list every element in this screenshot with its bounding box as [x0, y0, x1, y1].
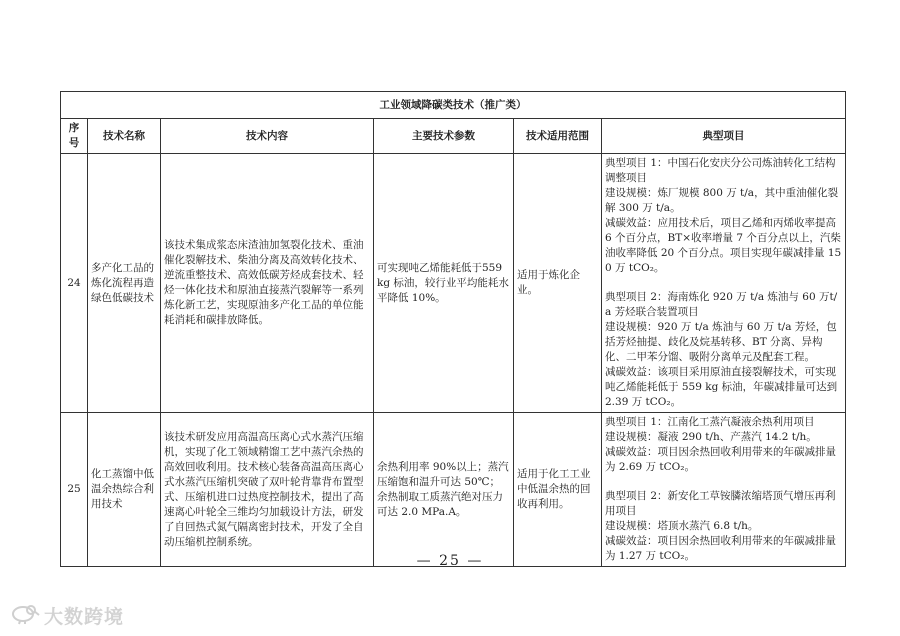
watermark — [8, 602, 124, 628]
technology-scope: 适用于炼化企业。 — [514, 154, 602, 413]
project-spacer — [605, 276, 842, 290]
header-params: 主要技术参数 — [374, 119, 514, 154]
technology-content: 该技术集成浆态床渣油加氢裂化技术、重油催化裂解技术、柴油分离及高效转化技术、逆流重整技术、高效低碳芳烃成套技术、轻烃一体化技术和原油直接蒸汽裂解等一系列炼化新工艺，实现原油多产化工品的单位能耗消耗和碳排放降低。 — [161, 154, 374, 413]
project-line: 典型项目 2：新安化工草铵膦浓缩塔顶气增压再利用项目 — [605, 490, 836, 517]
project-spacer — [605, 475, 842, 489]
project-line: 建设规模：塔顶水蒸汽 6.8 t/h。 — [605, 520, 759, 532]
table-row — [61, 154, 846, 413]
row-number: 24 — [61, 154, 88, 413]
technology-content: 该技术研发应用高温高压离心式水蒸汽压缩机，实现了化工领域精馏工艺中蒸汽余热的高效回收利用。技术核心装备高温高压离心式水蒸汽压缩机突破了双叶轮背靠背布置型式、压缩机进口过热度控制技术，提出了高速离心叶轮全三维均匀加载设计方法，研发了自回热式氮气隔离密封技术，开发了全自动压缩机控制系统。 — [161, 413, 374, 567]
project-line: 减碳效益：该项目采用原油直接裂解技术，可实现吨乙烯能耗低于 559 kg 标油，年碳减排量可达到 2.39 万 tCO₂。 — [605, 366, 838, 408]
project-line: 建设规模：炼厂规模 800 万 t/a，其中重油催化裂解 300 万 t/a。 — [605, 187, 839, 214]
project-line: 典型项目 1：江南化工蒸汽凝液余热利用项目 — [605, 416, 815, 428]
header-content: 技术内容 — [161, 119, 374, 154]
row-number: 25 — [61, 413, 88, 567]
table-title: 工业领域降碳类技术（推广类） — [61, 92, 846, 119]
project-line: 减碳效益：项目因余热回收利用带来的年碳减排量为 2.69 万 tCO₂。 — [605, 446, 836, 473]
project-line: 典型项目 1：中国石化安庆分公司炼油转化工结构调整项目 — [605, 157, 836, 184]
kiwi-bird-logo-icon — [8, 601, 40, 629]
technology-table — [60, 91, 846, 567]
typical-projects — [602, 154, 846, 413]
project-line: 减碳效益：项目因余热回收利用带来的年碳减排量为 1.27 万 tCO₂。 — [605, 535, 836, 562]
technology-params: 可实现吨乙烯能耗低于559 kg 标油，较行业平均能耗水平降低 10%。 — [374, 154, 514, 413]
header-no: 序号 — [61, 119, 88, 154]
technology-scope: 适用于化工工业中低温余热的回收再利用。 — [514, 413, 602, 567]
header-name: 技术名称 — [88, 119, 161, 154]
technology-params: 余热利用率 90%以上；蒸汽压缩饱和温升可达 50℃；余热制取工质蒸汽绝对压力可达 2.0 MPa.A。 — [374, 413, 514, 567]
technology-name: 化工蒸馏中低温余热综合利用技术 — [88, 413, 161, 567]
project-line: 减碳效益：应用技术后，项目乙烯和丙烯收率提高 6 个百分点，BT×收率增量 7 个百分点以上，汽柴油收率降低 20 个百分点。项目实现年碳减排量 150 万 tCO₂。 — [605, 217, 842, 274]
project-line: 建设规模：920 万 t/a 炼油与 60 万 t/a 芳烃，包括芳烃抽提、歧化及烷基转移、BT 分离、异构化、二甲苯分馏、吸附分离单元及配套工程。 — [605, 321, 837, 363]
table-header-row — [61, 119, 846, 154]
table-row — [61, 413, 846, 567]
header-projects: 典型项目 — [602, 119, 846, 154]
page-number: — 25 — — [416, 553, 484, 569]
technology-name: 多产化工品的炼化流程再造绿色低碳技术 — [88, 154, 161, 413]
watermark-text: 大数跨境 — [44, 605, 125, 628]
header-scope: 技术适用范围 — [514, 119, 602, 154]
project-line: 建设规模：凝液 290 t/h、产蒸汽 14.2 t/h。 — [605, 431, 817, 443]
project-line: 典型项目 2：海南炼化 920 万 t/a 炼油与 60 万t/a 芳烃联合装置项目 — [605, 291, 838, 318]
typical-projects — [602, 413, 846, 567]
